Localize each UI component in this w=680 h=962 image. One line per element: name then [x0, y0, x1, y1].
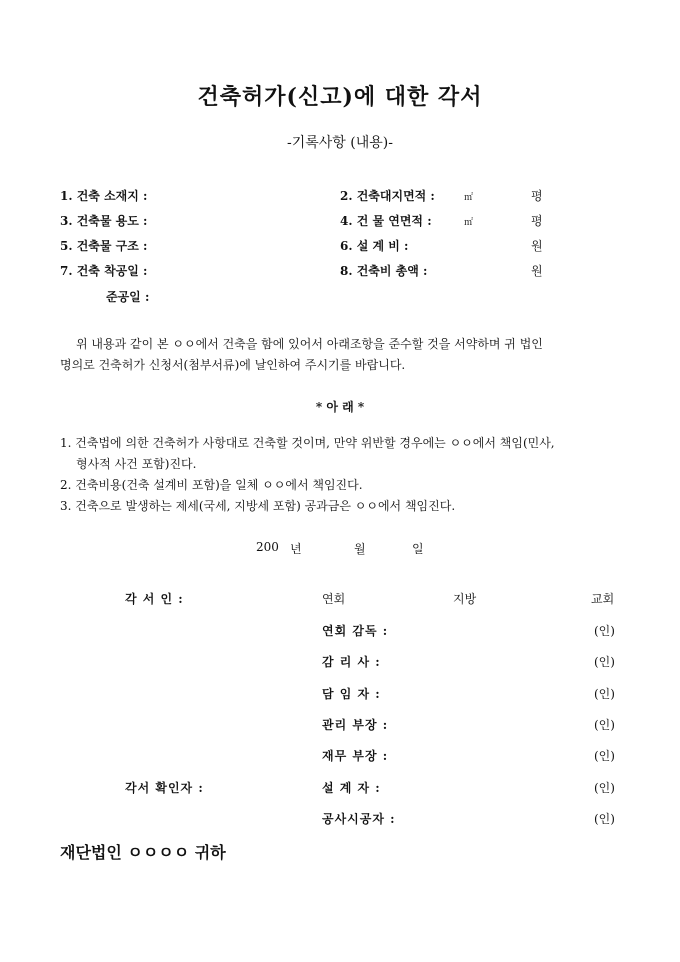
signer-designer: 설 계 자 : — [322, 781, 381, 795]
date-year-unit: 년 — [290, 542, 302, 556]
date-day-unit: 일 — [412, 542, 424, 556]
document-subtitle: -기록사항 (내용)- — [287, 135, 393, 151]
signer-pastor: 담 임 자 : — [322, 687, 381, 701]
field-total-construction-cost: 8. 건축비 총액 : — [340, 264, 428, 278]
document-title: 건축허가(신고)에 대한 각서 — [197, 84, 483, 110]
field-total-floor-area: 4. 건 물 연면적 : — [340, 214, 432, 228]
signer-contractor: 공사시공자 : — [322, 812, 396, 826]
term-1-line-2: 형사적 사건 포함)진다. — [76, 457, 197, 471]
date-year: 200 — [256, 540, 279, 554]
seal-finance-head: (인) — [594, 749, 615, 763]
term-2: 2. 건축비용(건축 설계비 포함)을 일체 ㅇㅇ에서 책임진다. — [60, 478, 363, 492]
confirmer-label: 각서 확인자 : — [125, 781, 204, 795]
term-3: 3. 건축으로 발생하는 제세(국세, 지방세 포함) 공과금은 ㅇㅇ에서 책임진다. — [60, 499, 456, 513]
org-conference: 연회 — [322, 592, 346, 606]
floor-area-unit-sqm: ㎡ — [464, 218, 474, 228]
field-completion-date: 준공일 : — [106, 290, 150, 304]
field-building-location: 1. 건축 소재지 : — [60, 189, 148, 203]
paragraph-line-1: 위 내용과 같이 본 ㅇㅇ에서 건축을 함에 있어서 아래조항을 준수할 것을 서약하며 귀 법인 — [76, 337, 543, 351]
notice-heading: * 아 래 * — [315, 400, 365, 414]
design-cost-unit-won: 원 — [531, 239, 543, 253]
field-building-use: 3. 건축물 용도 : — [60, 214, 148, 228]
addressee: 재단법인 ㅇㅇㅇㅇ 귀하 — [60, 843, 226, 862]
date-month-unit: 월 — [354, 542, 366, 556]
seal-contractor: (인) — [594, 812, 615, 826]
signer-finance-head: 재무 부장 : — [322, 749, 389, 763]
floor-area-unit-pyeong: 평 — [531, 214, 543, 228]
org-district: 지방 — [453, 592, 477, 606]
pledger-label: 각 서 인 : — [125, 592, 184, 606]
seal-management-head: (인) — [594, 718, 615, 732]
signer-bishop: 연회 감독 : — [322, 624, 389, 638]
paragraph-line-2: 명의로 건축허가 신청서(첨부서류)에 날인하여 주시기를 바랍니다. — [60, 358, 406, 372]
site-area-unit-sqm: ㎡ — [464, 193, 474, 203]
seal-superintendent: (인) — [594, 655, 615, 669]
term-1-line-1: 1. 건축법에 의한 건축허가 사항대로 건축할 것이며, 만약 위반할 경우에는 ㅇㅇ에서 책임(민사, — [60, 436, 555, 450]
seal-pastor: (인) — [594, 687, 615, 701]
site-area-unit-pyeong: 평 — [531, 189, 543, 203]
signer-management-head: 관리 부장 : — [322, 718, 389, 732]
field-building-structure: 5. 건축물 구조 : — [60, 239, 148, 253]
field-design-cost: 6. 설 계 비 : — [340, 239, 409, 253]
field-site-area: 2. 건축대지면적 : — [340, 189, 435, 203]
signer-superintendent: 감 리 사 : — [322, 655, 381, 669]
seal-designer: (인) — [594, 781, 615, 795]
seal-bishop: (인) — [594, 624, 615, 638]
field-construction-start: 7. 건축 착공일 : — [60, 264, 148, 278]
construction-cost-unit-won: 원 — [531, 264, 543, 278]
org-church: 교회 — [591, 592, 615, 606]
